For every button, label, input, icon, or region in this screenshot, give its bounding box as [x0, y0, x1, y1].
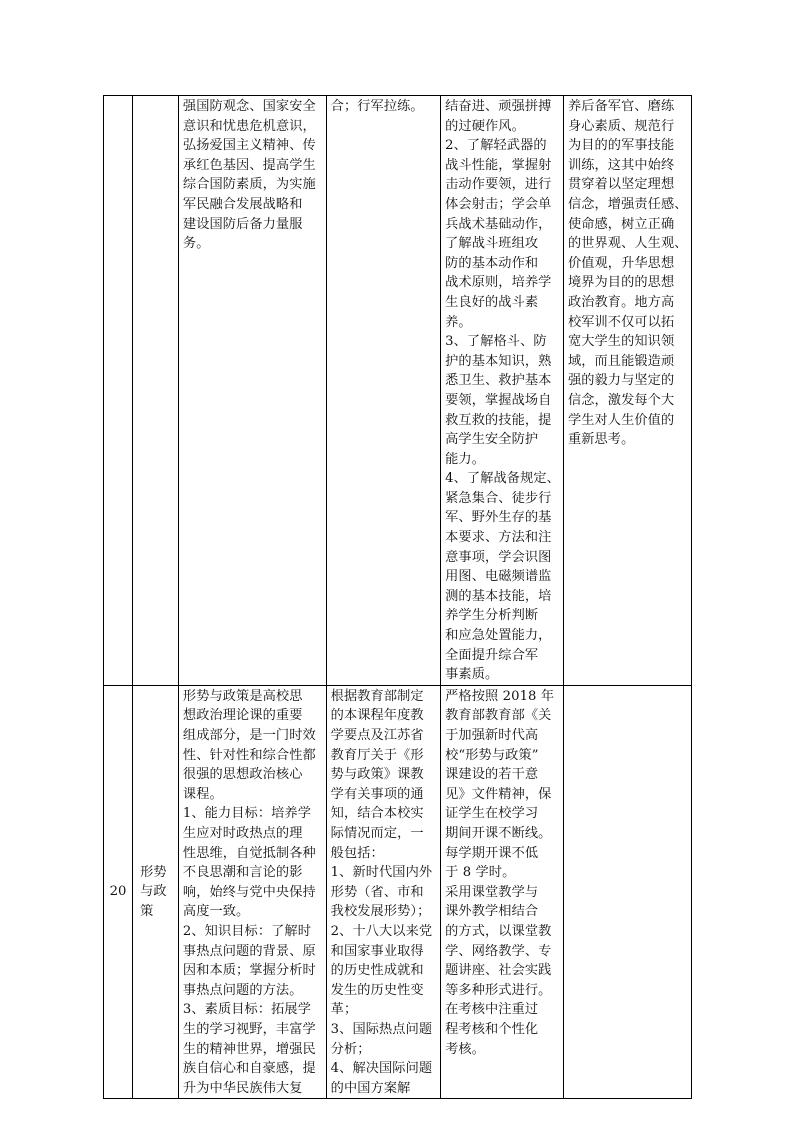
content-cell [326, 96, 440, 686]
text-line: 本要求、方法和注 [445, 530, 552, 546]
text-line: 能力。 [445, 451, 486, 467]
course-table [103, 95, 692, 1099]
text-line: 采用课堂教学与 [445, 884, 539, 900]
text-line: 学生对人生价值的 [567, 412, 675, 428]
text-line: 生的学习视野，丰富学 [182, 1021, 316, 1037]
text-line: 性、针对性和综合性都 [182, 747, 316, 763]
text-line: 因和本质；掌握分析时 [182, 963, 316, 979]
text-line: 每学期开课不低 [445, 845, 539, 861]
text-line: 的方式，以课堂教 [445, 923, 552, 939]
text-line: 严格按照 2018 年 [445, 688, 555, 704]
text-line: 形势与政策是高校思 [182, 688, 303, 704]
text-line: 期间开课不断线。 [445, 825, 552, 841]
text-line: 3、了解格斗、防 [445, 334, 547, 350]
text-line: 高学生安全防护 [445, 432, 539, 448]
text-line: 悉卫生、救护基本 [445, 373, 552, 389]
text-line: 程考核和个性化 [445, 1021, 539, 1037]
text-line: 宽大学生的知识领 [567, 334, 675, 350]
text-line: 务。 [182, 236, 210, 252]
text-line: 升为中华民族伟大复 [182, 1080, 303, 1096]
text-line: 价值观，升华思想 [567, 255, 675, 271]
text-line: 想政治理论课的重要 [182, 708, 303, 724]
text-line: 学有关事项的通 [330, 786, 424, 802]
text-line: 2、知识目标：了解时 [182, 923, 311, 939]
text-line: 校“形势与政策” [445, 747, 539, 763]
text-line: 军、野外生存的基 [445, 510, 552, 526]
text-line: 救互救的技能，提 [445, 412, 552, 428]
text-line: 教育厅关于《形 [330, 747, 424, 763]
text-line: 身心素质、规范行 [567, 118, 675, 134]
text-line: 养。 [445, 314, 472, 330]
table-row [104, 96, 692, 686]
row-number-cell [104, 96, 133, 686]
requirement-cell [441, 685, 564, 1098]
content-cell [326, 685, 440, 1098]
text-line: 2、了解轻武器的 [445, 138, 547, 154]
requirement-cell [441, 96, 564, 686]
text-line: 际情况而定，一 [330, 825, 424, 841]
text-line: 3、国际热点问题 [330, 1021, 433, 1037]
text-line: 学、网络教学、专 [445, 943, 552, 959]
text-line: 题讲座、社会实践 [445, 963, 552, 979]
text-line: 的中国方案解 [330, 1080, 411, 1096]
text-line: 于加强新时代高 [445, 728, 539, 743]
text-line: 建设国防后备力量服 [182, 216, 303, 232]
text-line: 势与政策》课教 [330, 767, 424, 783]
text-line: 意识和忧患危机意识， [182, 118, 316, 134]
text-line: 学要点及江苏省 [330, 728, 424, 743]
text-line: 为目的的军事技能 [567, 138, 675, 154]
text-line: 用图、电磁频谱监 [445, 569, 552, 585]
course-name-cell [133, 685, 179, 1098]
text-line: 性思维，自觉抵制各种 [182, 845, 316, 861]
text-line: 般包括： [330, 845, 384, 861]
goal-cell [178, 96, 326, 686]
text-line: 知，结合本校实 [330, 806, 424, 822]
text-line: 承红色基因、提高学生 [182, 157, 316, 173]
course-name-cell [133, 96, 179, 686]
text-line: 全面提升综合军 [445, 647, 539, 663]
text-line: 体会射击；学会单 [445, 196, 552, 212]
text-line: 合；行军拉练。 [330, 99, 424, 114]
text-line: 训练，这其中始终 [567, 157, 675, 173]
text-line: 结奋进、顽强拼搏 [445, 99, 552, 114]
text-line: 养后备军官、磨练 [567, 99, 675, 114]
text-line: 很强的思想政治核心 [182, 767, 303, 783]
text-line: 考核。 [445, 1041, 486, 1057]
row-number-cell: 20 [104, 685, 133, 1098]
text-line: 2、十八大以来党 [330, 923, 433, 939]
text-line: 生的精神世界，增强民 [182, 1041, 316, 1057]
text-line: 1、新时代国内外 [330, 865, 433, 881]
text-line: 信念，激发每个大 [567, 392, 675, 408]
text-line: 事热点问题的方法。 [182, 982, 303, 998]
text-line: 了解战斗班组攻 [445, 236, 539, 252]
text-line: 证学生在校学习 [445, 806, 539, 822]
text-line: 的历史性成就和 [330, 963, 424, 979]
text-line: 族自信心和自豪感，提 [182, 1061, 316, 1077]
text-line: 的本课程年度教 [330, 708, 424, 724]
text-line: 紧急集合、徒步行 [445, 490, 552, 506]
text-line: 的世界观、人生观、 [567, 236, 688, 252]
course-name-line: 与政 [140, 884, 167, 900]
text-line: 发生的历史性变 [330, 982, 424, 998]
course-name-line: 策 [140, 903, 154, 919]
text-line: 政治教育。地方高 [567, 294, 675, 310]
text-line: 生良好的战斗素 [445, 294, 539, 310]
text-line: 击动作要领，进行 [445, 177, 552, 193]
text-line: 信念，增强责任感、 [567, 196, 688, 212]
text-line: 分析； [330, 1041, 371, 1057]
text-line: 课程。 [182, 786, 223, 802]
text-line: 不良思潮和言论的影 [182, 865, 303, 881]
text-line: 护的基本知识，熟 [445, 353, 552, 369]
table-row [104, 685, 692, 1098]
text-line: 根据教育部制定 [330, 688, 424, 704]
text-line: 4、解决国际问题 [330, 1061, 433, 1077]
text-line: 测的基本技能，培 [445, 588, 552, 604]
goal-cell [178, 685, 326, 1098]
text-line: 我校发展形势）； [330, 904, 431, 920]
text-line: 1、能力目标：培养学 [182, 806, 311, 822]
note-cell [563, 685, 691, 1098]
text-line: 战术原则，培养学 [445, 275, 552, 291]
text-line: 域，而且能锻造顽 [567, 353, 675, 369]
text-line: 课外教学相结合 [445, 904, 539, 920]
text-line: 综合国防素质，为实施 [182, 177, 316, 193]
text-line: 要领，掌握战场自 [445, 392, 552, 408]
text-line: 事热点问题的背景、原 [182, 943, 316, 959]
text-line: 生应对时政热点的理 [182, 825, 303, 841]
text-line: 见》文件精神，保 [445, 786, 552, 802]
text-line: 兵战术基础动作， [445, 216, 552, 232]
text-line: 响，始终与党中央保持 [182, 884, 316, 900]
text-line: 于 8 学时。 [445, 865, 516, 881]
text-line: 教育部教育部《关 [445, 708, 552, 724]
course-name-line: 形势 [140, 864, 167, 880]
text-line: 校军训不仅可以拓 [567, 314, 675, 330]
text-line: 贯穿着以坚定理想 [567, 177, 675, 193]
note-cell [563, 96, 691, 686]
text-line: 意事项，学会识图 [445, 549, 552, 565]
text-line: 事素质。 [445, 667, 499, 683]
text-line: 课建设的若干意 [445, 767, 539, 783]
text-line: 使命感，树立正确 [567, 216, 675, 232]
text-line: 军民融合发展战略和 [182, 196, 303, 212]
text-line: 的过硬作风。 [445, 118, 525, 134]
text-line: 战斗性能，掌握射 [445, 157, 552, 173]
text-line: 高度一致。 [182, 904, 250, 920]
text-line: 重新思考。 [567, 432, 635, 448]
text-line: 革； [330, 1002, 358, 1018]
text-line: 组成部分，是一门时效 [182, 728, 316, 743]
text-line: 等多种形式进行。 [445, 982, 552, 998]
text-line: 弘扬爱国主义精神、传 [182, 138, 316, 154]
text-line: 养学生分析判断 [445, 608, 539, 624]
text-line: 在考核中注重过 [445, 1002, 539, 1018]
text-line: 和应急处置能力， [445, 628, 552, 644]
text-line: 防的基本动作和 [445, 255, 539, 271]
text-line: 3、素质目标：拓展学 [182, 1002, 311, 1018]
text-line: 强的毅力与坚定的 [567, 373, 675, 389]
text-line: 境界为目的的思想 [567, 275, 675, 291]
text-line: 强国防观念、国家安全 [182, 99, 316, 114]
text-line: 4、了解战备规定、 [445, 471, 560, 487]
text-line: 和国家事业取得 [330, 943, 424, 959]
text-line: 形势（省、市和 [330, 884, 424, 900]
